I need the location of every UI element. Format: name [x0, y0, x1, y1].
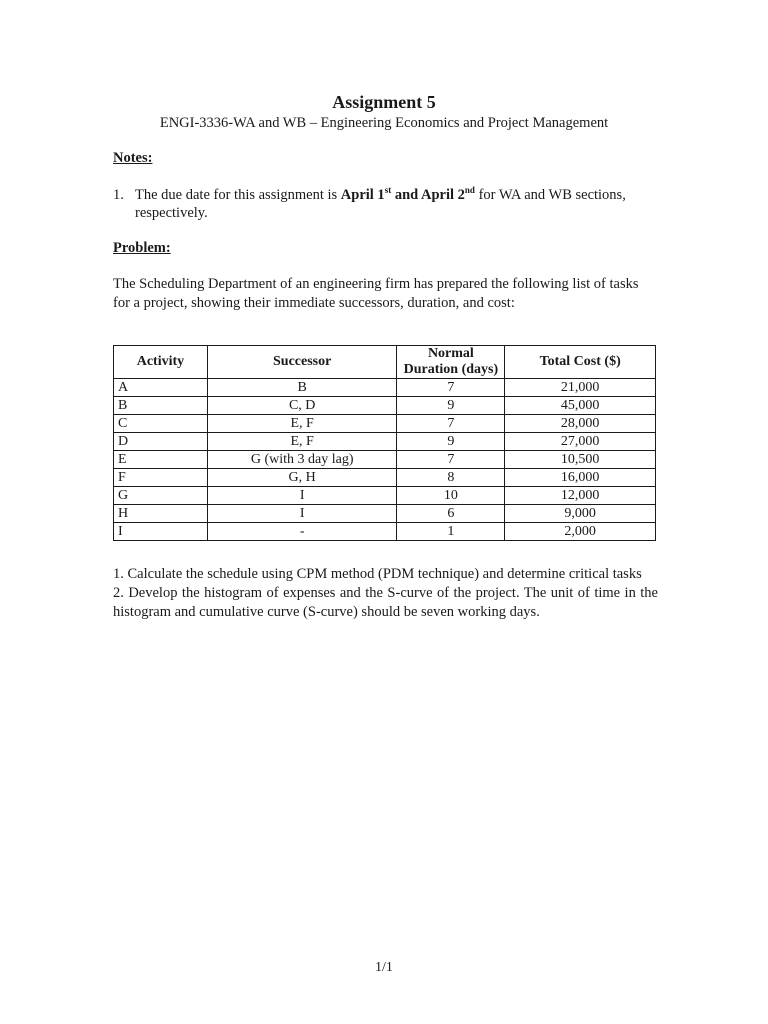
header-activity: Activity	[114, 346, 208, 379]
table-row	[114, 469, 656, 487]
page-number: 1/1	[375, 960, 393, 975]
cell-duration: 9	[397, 397, 505, 415]
cell-successor: I	[207, 505, 397, 523]
note-text-after: for WA and WB sections, respectively.	[135, 187, 626, 221]
assignment-title: Assignment 5	[332, 92, 436, 112]
header-duration	[397, 346, 505, 379]
activity-table	[113, 345, 656, 541]
task-1: 1. Calculate the schedule using CPM method (PDM technique) and determine critical tasks	[113, 566, 642, 582]
table-row	[114, 379, 656, 397]
note-number: 1.	[113, 187, 124, 203]
table-row	[114, 415, 656, 433]
cell-duration: 8	[397, 469, 505, 487]
header-cost: Total Cost ($)	[505, 346, 656, 379]
course-subtitle: ENGI-3336-WA and WB – Engineering Economics and Project Management	[159, 115, 609, 131]
cell-cost: 28,000	[505, 415, 656, 433]
cell-duration: 7	[397, 379, 505, 397]
problem-heading: Problem:	[113, 240, 171, 256]
cell-cost: 27,000	[505, 433, 656, 451]
cell-successor: E, F	[207, 415, 397, 433]
task-2: 2. Develop the histogram of expenses and the S-curve of the project. The unit of time in the histogram and cumulative curve (S-curve) should be seven working days.	[113, 585, 658, 620]
cell-duration: 6	[397, 505, 505, 523]
table-row	[114, 523, 656, 541]
cell-cost: 9,000	[505, 505, 656, 523]
cell-successor: E, F	[207, 433, 397, 451]
cell-activity: F	[114, 469, 208, 487]
note-text-before: The due date for this assignment is	[135, 187, 341, 203]
header-successor: Successor	[207, 346, 397, 379]
cell-activity: D	[114, 433, 208, 451]
cell-successor: G, H	[207, 469, 397, 487]
note-date-2: and April 2	[391, 187, 465, 203]
table-row	[114, 487, 656, 505]
note-date-2-suffix: nd	[464, 185, 475, 196]
cell-cost: 12,000	[505, 487, 656, 505]
cell-successor: I	[207, 487, 397, 505]
cell-activity: G	[114, 487, 208, 505]
cell-cost: 45,000	[505, 397, 656, 415]
cell-duration: 7	[397, 451, 505, 469]
cell-successor: G (with 3 day lag)	[207, 451, 397, 469]
cell-activity: B	[114, 397, 208, 415]
cell-duration: 9	[397, 433, 505, 451]
note-date-1: April 1	[340, 187, 385, 203]
note-date-1-suffix: st	[384, 185, 392, 196]
header-duration-line2: Duration (days)	[403, 362, 499, 377]
table-row	[114, 397, 656, 415]
problem-intro: The Scheduling Department of an engineering firm has prepared the following list of tasks for a project, showing their immediate successors, duration, and cost:	[113, 276, 639, 311]
cell-successor: B	[207, 379, 397, 397]
cell-duration: 10	[397, 487, 505, 505]
cell-activity: E	[114, 451, 208, 469]
cell-activity: A	[114, 379, 208, 397]
cell-cost: 2,000	[505, 523, 656, 541]
cell-cost: 10,500	[505, 451, 656, 469]
table-header-row	[114, 346, 656, 379]
cell-successor: -	[207, 523, 397, 541]
note-text	[135, 186, 658, 222]
cell-activity: H	[114, 505, 208, 523]
cell-activity: C	[114, 415, 208, 433]
table-row	[114, 505, 656, 523]
header-duration-line1: Normal	[427, 346, 474, 361]
notes-heading: Notes:	[113, 150, 153, 166]
cell-cost: 16,000	[505, 469, 656, 487]
cell-cost: 21,000	[505, 379, 656, 397]
table-row	[114, 451, 656, 469]
task-list	[113, 565, 658, 622]
cell-activity: I	[114, 523, 208, 541]
cell-duration: 7	[397, 415, 505, 433]
table-row	[114, 433, 656, 451]
cell-successor: C, D	[207, 397, 397, 415]
cell-duration: 1	[397, 523, 505, 541]
